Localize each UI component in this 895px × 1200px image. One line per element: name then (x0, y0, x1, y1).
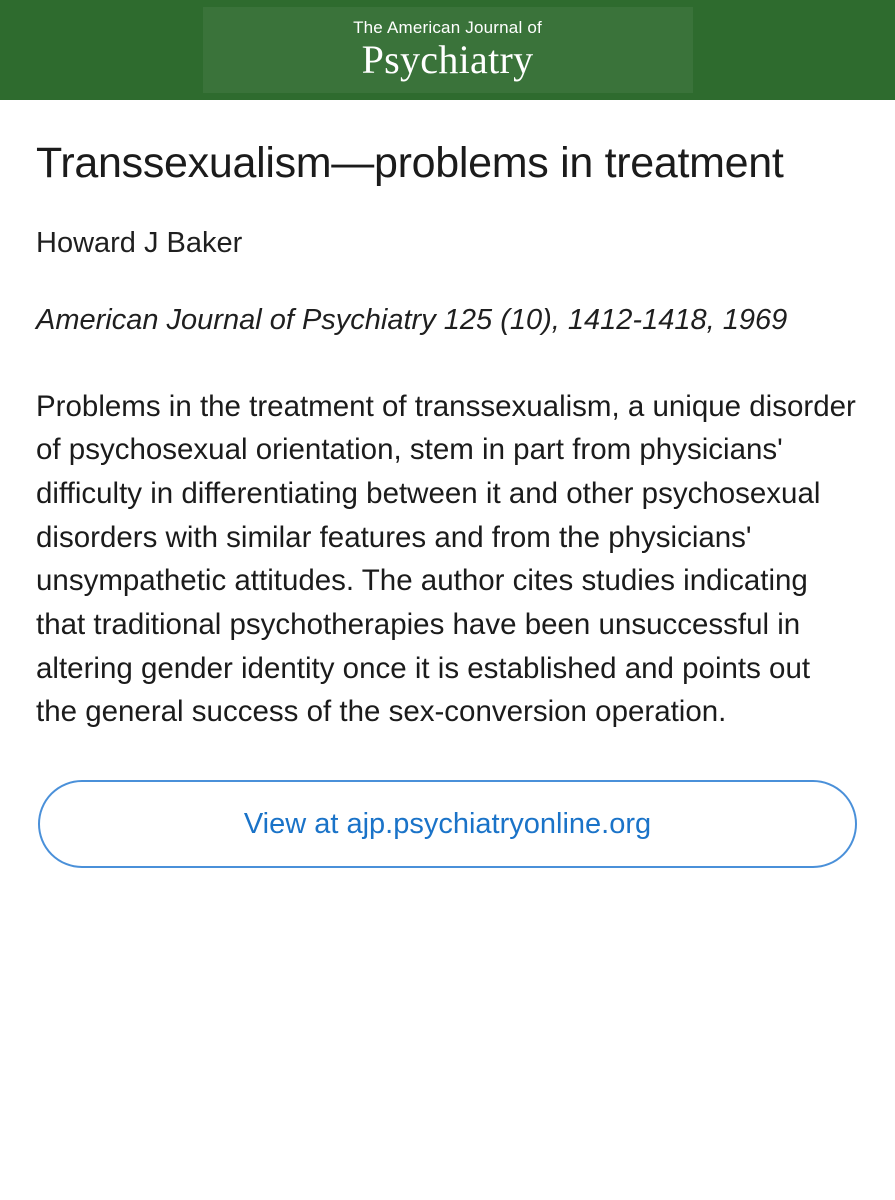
view-at-publisher-button[interactable]: View at ajp.psychiatryonline.org (38, 780, 857, 868)
article-content (0, 100, 895, 868)
article-title: Transsexualism—problems in treatment (36, 139, 784, 187)
journal-logo-top-line: The American Journal of (353, 17, 542, 37)
article-authors: Howard J Baker (36, 227, 243, 260)
journal-banner (0, 0, 895, 100)
journal-logo (203, 7, 693, 93)
article-abstract: Problems in the treatment of transsexualism, a unique disorder of psychosexual orientation, stem in part from physicians' difficulty in differentiating between it and other psychosexual disorders with similar features and from the physicians' unsympathetic attitudes. The author cites studies indicating that traditional psychotherapies have been unsuccessful in altering gender identity once it is established and points out the general success of the sex-conversion operation. (36, 389, 856, 729)
article-citation: American Journal of Psychiatry 125 (10), 1412-1418, 1969 (36, 303, 788, 336)
journal-logo-main-line: Psychiatry (361, 37, 534, 83)
